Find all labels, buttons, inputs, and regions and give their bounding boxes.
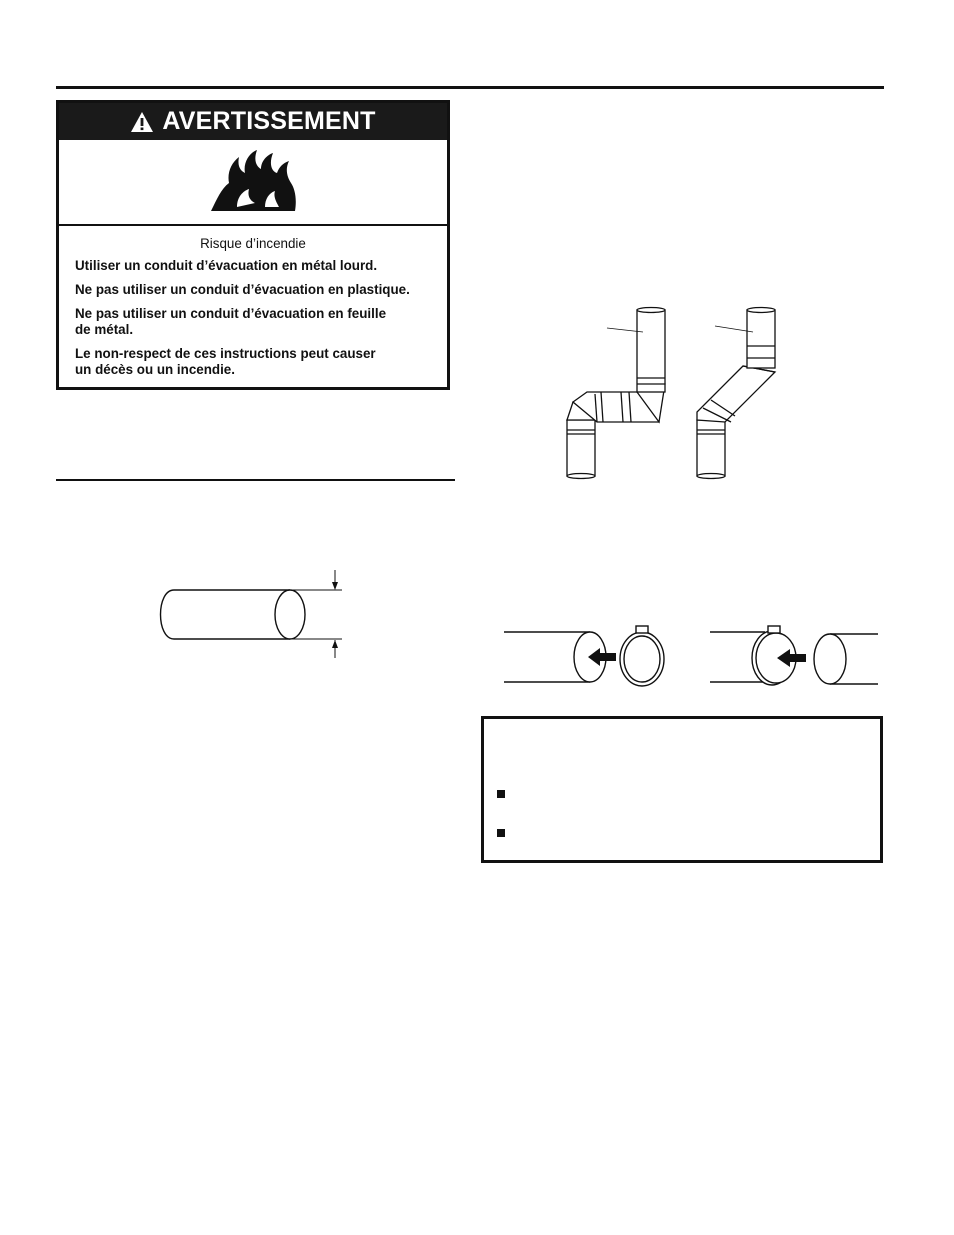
warning-line: Utiliser un conduit d’évacuation en métal lourd. [75, 258, 378, 273]
fire-icon [207, 149, 299, 215]
section-rule [56, 479, 455, 481]
warning-box [56, 100, 450, 390]
elbow-duct-diagram [545, 298, 795, 480]
duct-diameter-diagram [150, 560, 360, 660]
warning-text [59, 226, 447, 378]
warning-risk: Risque d’incendie [200, 236, 306, 251]
warning-title: AVERTISSEMENT [162, 107, 376, 135]
warning-triangle-icon [130, 111, 154, 133]
warning-line: Ne pas utiliser un conduit d’évacuation en feuille de métal. [75, 306, 387, 337]
warning-line: Le non-respect de ces instructions peut causer un décès ou un incendie. [75, 346, 376, 377]
bullet-marker [497, 790, 505, 798]
warning-header [59, 103, 447, 140]
fire-pictogram [59, 140, 447, 226]
top-rule [56, 86, 884, 89]
warning-line: Ne pas utiliser un conduit d’évacuation en plastique. [75, 282, 410, 297]
duct-clamp-diagram [500, 622, 885, 692]
bullet-marker [497, 829, 505, 837]
note-box [481, 716, 883, 863]
